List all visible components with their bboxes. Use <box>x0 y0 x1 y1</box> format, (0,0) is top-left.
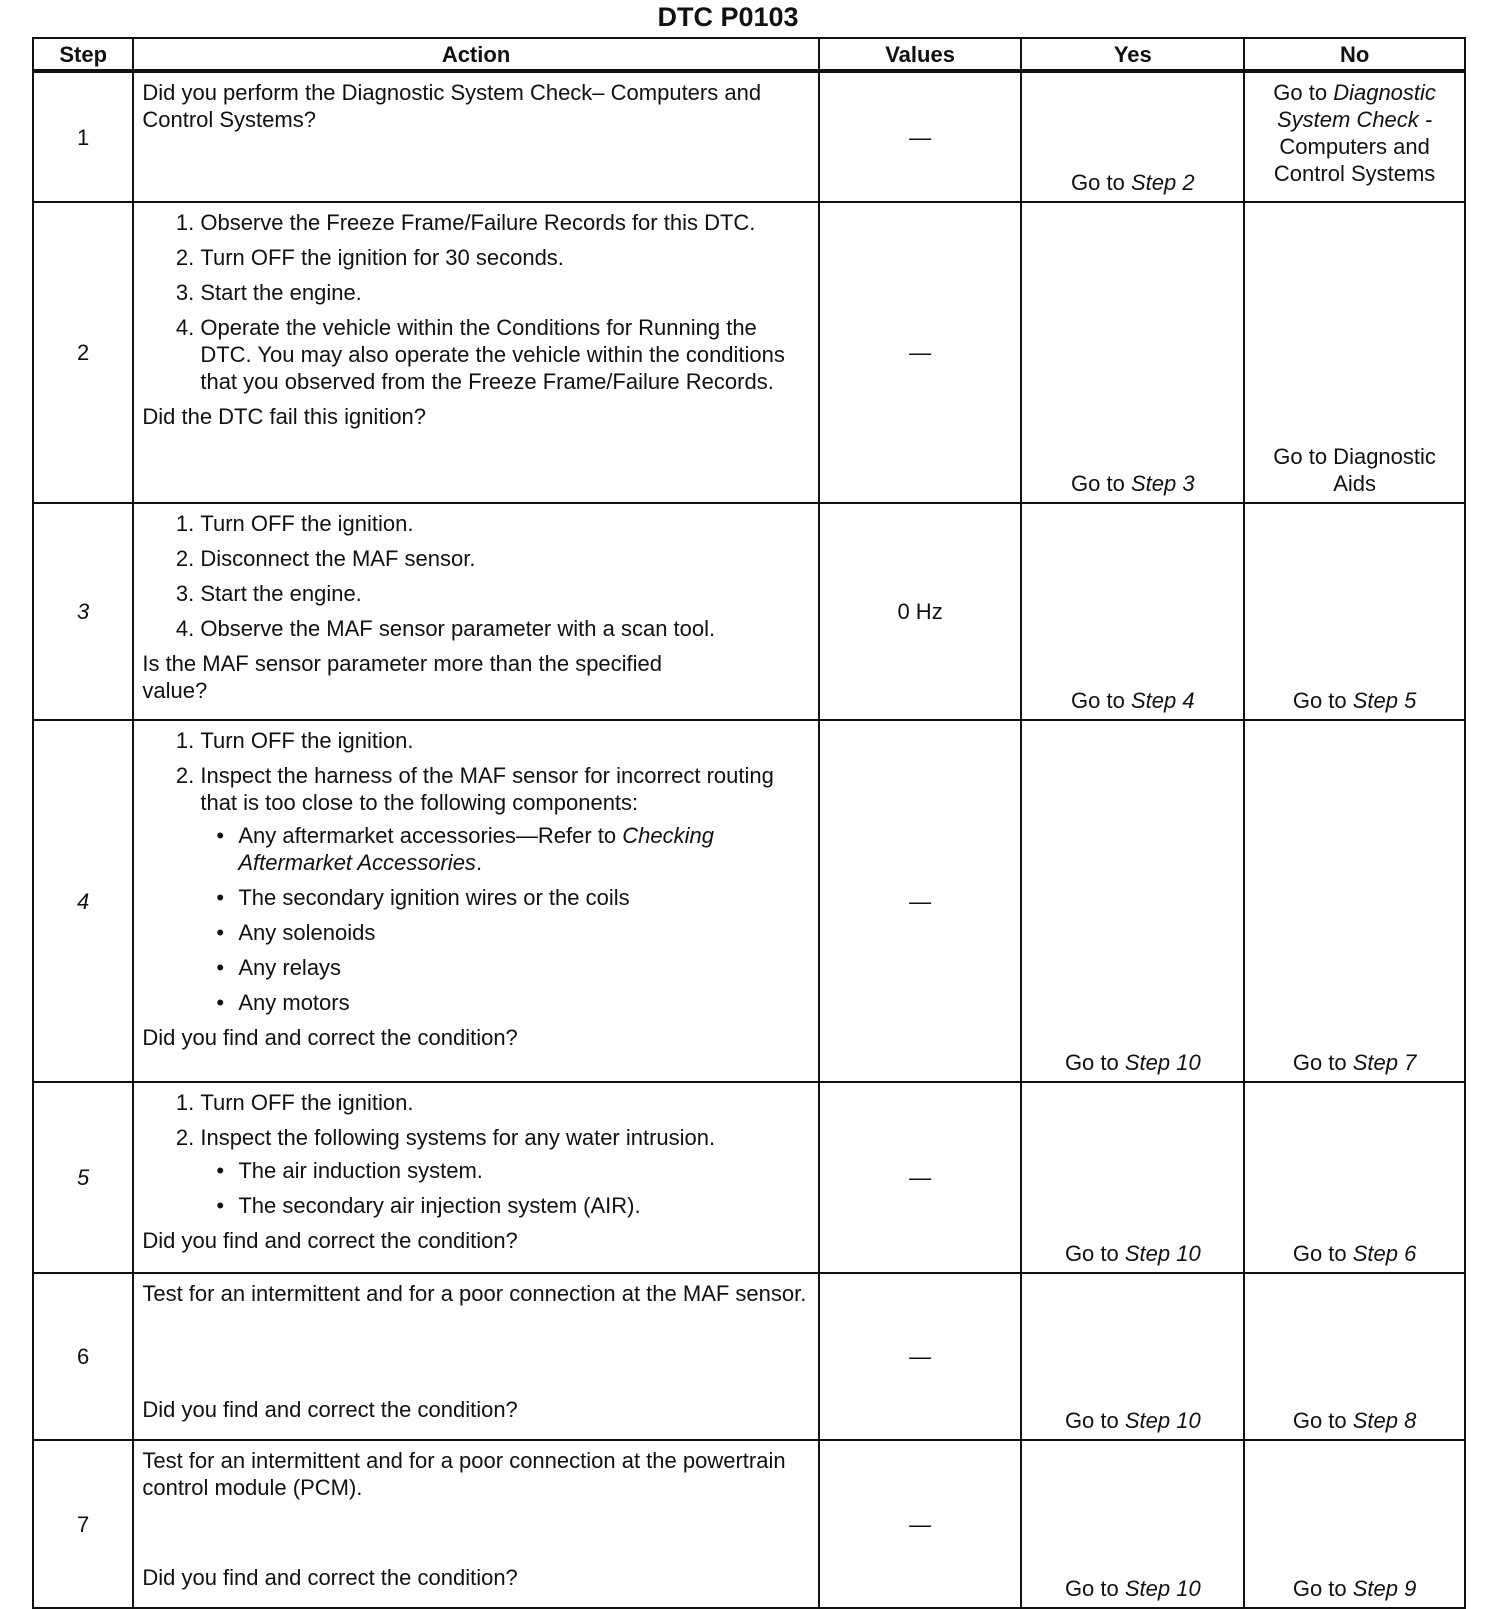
yes-prefix: Go to <box>1071 170 1131 195</box>
bullet-list <box>200 822 811 1016</box>
no-cell <box>1244 1273 1465 1440</box>
bullet-item: • The air induction system. <box>238 1157 811 1184</box>
header-action: Action <box>133 38 818 71</box>
step-number: 3 <box>33 503 133 720</box>
action-step: 4. Observe the MAF sensor parameter with a scan tool. <box>200 615 811 642</box>
bullet-text: Any aftermarket accessories—Refer to <box>238 823 623 848</box>
action-step-text: Inspect the following systems for any water intrusion. <box>200 1125 716 1150</box>
no-cell <box>1244 1440 1465 1608</box>
bullet-item: • The secondary ignition wires or the coils <box>238 884 811 911</box>
action-question: Did you find and correct the condition? <box>142 1228 518 1253</box>
no-link[interactable]: Step 8 <box>1352 1408 1417 1433</box>
action-intro: Test for an intermittent and for a poor connection at the MAF sensor. <box>142 1281 807 1306</box>
no-link[interactable]: Step 7 <box>1352 1050 1417 1075</box>
yes-link[interactable]: Step 4 <box>1130 688 1195 713</box>
no-prefix: Go to <box>1292 1576 1353 1601</box>
step-number: 6 <box>33 1273 133 1440</box>
action-step: 2. Turn OFF the ignition for 30 seconds. <box>200 244 811 271</box>
no-link[interactable]: Diagnostic System Check - <box>1276 80 1436 132</box>
action-step: 3. Start the engine. <box>200 580 811 607</box>
value-cell: 0 Hz <box>819 503 1022 720</box>
step-number: 1 <box>33 71 133 202</box>
page-title: DTC P0103 <box>657 2 799 32</box>
action-content <box>142 1280 811 1423</box>
value-cell: — <box>819 720 1022 1082</box>
action-question: Did you find and correct the condition? <box>142 1565 518 1590</box>
no-prefix: Go to <box>1292 1241 1353 1266</box>
yes-prefix: Go to <box>1064 1408 1125 1433</box>
action-content <box>142 1447 811 1591</box>
action-step: 1. Observe the Freeze Frame/Failure Records for this DTC. <box>200 209 811 236</box>
table-row <box>33 1082 1465 1273</box>
table-row <box>33 202 1465 503</box>
bullet-list <box>200 1157 811 1219</box>
step-number: 5 <box>33 1082 133 1273</box>
action-step: 1. Turn OFF the ignition. <box>200 1089 811 1116</box>
value-cell: — <box>819 202 1022 503</box>
no-cell <box>1244 1082 1465 1273</box>
header-yes: Yes <box>1021 38 1244 71</box>
yes-cell <box>1021 1273 1244 1440</box>
action-cell <box>133 1273 818 1440</box>
yes-cell <box>1021 720 1244 1082</box>
header-no: No <box>1244 38 1465 71</box>
action-cell <box>133 1082 818 1273</box>
step-number: 4 <box>33 720 133 1082</box>
yes-cell <box>1021 1440 1244 1608</box>
action-step: 3. Start the engine. <box>200 279 811 306</box>
action-question: Did you find and correct the condition? <box>142 1397 518 1422</box>
bullet-item: • The secondary air injection system (AIR). <box>238 1192 811 1219</box>
bullet-link[interactable]: Checking Aftermarket Accessories <box>238 823 714 875</box>
value-cell: — <box>819 1273 1022 1440</box>
no-cell <box>1244 71 1465 202</box>
yes-cell <box>1021 202 1244 503</box>
action-step: 2. Disconnect the MAF sensor. <box>200 545 811 572</box>
action-steps <box>142 727 811 1016</box>
action-question: Is the MAF sensor parameter more than the specified value? <box>142 651 663 703</box>
yes-cell <box>1021 503 1244 720</box>
yes-prefix: Go to <box>1064 1576 1125 1601</box>
bullet-item: • Any motors <box>238 989 811 1016</box>
action-step: 1. Turn OFF the ignition. <box>200 727 811 754</box>
no-prefix: Go to <box>1292 1050 1353 1075</box>
header-values: Values <box>819 38 1022 71</box>
yes-prefix: Go to <box>1064 1241 1125 1266</box>
yes-link[interactable]: Step 10 <box>1124 1576 1201 1601</box>
action-intro: Test for an intermittent and for a poor connection at the powertrain control module (PCM). <box>142 1448 786 1500</box>
no-link[interactable]: Step 9 <box>1352 1576 1417 1601</box>
action-cell <box>133 71 818 202</box>
yes-link[interactable]: Step 10 <box>1124 1050 1201 1075</box>
action-question: Did you perform the Diagnostic System Check– Computers and Control Systems? <box>142 80 762 132</box>
yes-link[interactable]: Step 10 <box>1124 1241 1201 1266</box>
no-prefix: Go to <box>1292 1408 1353 1433</box>
step-number: 2 <box>33 202 133 503</box>
no-prefix: Go to <box>1292 688 1353 713</box>
no-link[interactable]: Go to Diagnostic Aids <box>1273 444 1436 496</box>
header-step: Step <box>33 38 133 71</box>
no-cell <box>1244 720 1465 1082</box>
action-steps <box>142 209 811 395</box>
no-link[interactable]: Step 5 <box>1352 688 1417 713</box>
diagnostic-table <box>32 37 1466 1609</box>
action-step-text: Inspect the harness of the MAF sensor for incorrect routing that is too close to the following components: <box>200 763 774 815</box>
action-steps <box>142 510 811 642</box>
action-steps <box>142 1089 811 1219</box>
action-question: Did you find and correct the condition? <box>142 1025 518 1050</box>
action-step: 1. Turn OFF the ignition. <box>200 510 811 537</box>
value-cell: — <box>819 1082 1022 1273</box>
value-cell: — <box>819 1440 1022 1608</box>
no-rest[interactable]: Computers and Control Systems <box>1273 134 1436 186</box>
table-row <box>33 1440 1465 1608</box>
action-cell <box>133 202 818 503</box>
bullet-item <box>238 822 811 876</box>
yes-prefix: Go to <box>1064 1050 1125 1075</box>
step-number: 7 <box>33 1440 133 1608</box>
yes-prefix: Go to <box>1071 688 1131 713</box>
yes-cell <box>1021 71 1244 202</box>
yes-link[interactable]: Step 10 <box>1124 1408 1201 1433</box>
header-row <box>33 38 1465 71</box>
table-row <box>33 503 1465 720</box>
no-cell <box>1244 202 1465 503</box>
action-cell <box>133 1440 818 1608</box>
table-row <box>33 1273 1465 1440</box>
no-cell <box>1244 503 1465 720</box>
yes-link[interactable]: Step 2 <box>1130 170 1195 195</box>
action-cell <box>133 503 818 720</box>
bullet-suffix: . <box>475 850 483 875</box>
table-row <box>33 720 1465 1082</box>
action-step <box>200 1124 811 1219</box>
action-step: 4. Operate the vehicle within the Conditions for Running the DTC. You may also operate the vehicle within the conditions that you observed from the Freeze Frame/Failure Records. <box>200 314 811 395</box>
bullet-item: • Any relays <box>238 954 811 981</box>
no-prefix: Go to <box>1273 80 1334 105</box>
table-row <box>33 71 1465 202</box>
action-question: Did the DTC fail this ignition? <box>142 404 427 429</box>
yes-link[interactable]: Step 3 <box>1130 471 1195 496</box>
action-step <box>200 762 811 1016</box>
value-cell: — <box>819 71 1022 202</box>
yes-prefix: Go to <box>1071 471 1131 496</box>
yes-cell <box>1021 1082 1244 1273</box>
action-cell <box>133 720 818 1082</box>
no-link[interactable]: Step 6 <box>1352 1241 1417 1266</box>
bullet-item: • Any solenoids <box>238 919 811 946</box>
